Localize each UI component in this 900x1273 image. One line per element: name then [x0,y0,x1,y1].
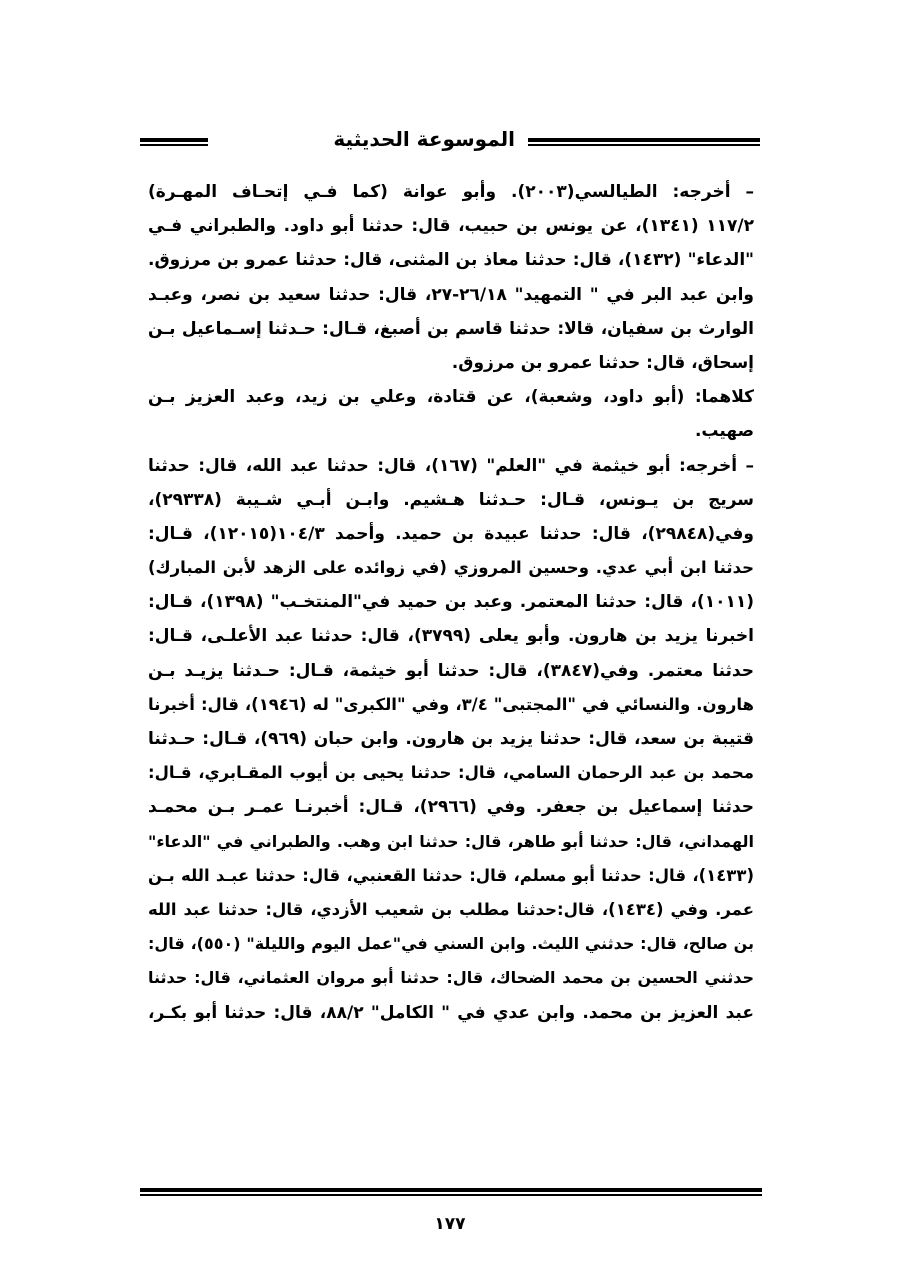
text-line: هارون. والنسائي في "المجتبى" ٣/٤، وفي "الكبرى" له (١٩٤٦)، قال: أخبرنا [148,694,754,714]
text-line: سريج بن يـونس، قـال: حـدثنا هـشيم. وابـن أبـي شـيبة (٢٩٣٣٨)، [148,489,754,510]
text-line: ١١٧/٢ (١٣٤١)، عن يونس بن حبيب، قال: حدثنا أبو داود. والطبراني فـي [148,216,754,237]
text-line: حدثنا معتمر. وفي(٣٨٤٧)، قال: حدثنا أبو خيثمة، قـال: حـدثنا يزيـد بـن [148,660,754,681]
text-line: محمد بن عبد الرحمان السامي، قال: حدثنا يحيى بن أيوب المقـابري، قـال: [148,763,754,783]
text-line: (١٠١١)، قال: حدثنا المعتمر. وعبد بن حميد في"المنتخـب" (١٣٩٨)، قـال: [148,592,754,613]
text-line: – أخرجه: الطيالسي(٢٠٠٣). وأبو عوانة (كما فـي إتحـاف المهـرة) [148,182,754,202]
text-line: اخبرنا يزيد بن هارون. وأبو يعلى (٣٧٩٩)، قال: حدثنا عبد الأعلـى، قـال: [148,626,754,647]
text-line: "الدعاء" (١٤٣٢)، قال: حدثنا معاذ بن المثنى، قال: حدثنا عمرو بن مرزوق. [148,250,754,271]
text-line: قتيبة بن سعد، قال: حدثنا يزيد بن هارون. وابن حبان (٩٦٩)، قـال: حـدثنا [148,729,754,749]
text-line: وابن عبد البر في " التمهيد" ٢٦/١٨-٢٧، قال: حدثنا سعيد بن نصر، وعبـد [148,284,754,305]
page-number: ١٧٧ [434,1214,466,1234]
page-header [140,120,760,164]
text-line: حدثنا إسماعيل بن جعفر. وفي (٢٩٦٦)، قـال: أخبرنـا عمـر بـن محمـد [148,797,754,818]
text-line: بن صالح، قال: حدثني الليث. وابن السني في"عمل اليوم والليلة" (٥٥٠)، قال: [148,934,754,954]
header-rule-left [140,138,208,146]
text-line: عبد العزيز بن محمد. وابن عدي في " الكامل" ٨٨/٢، قال: حدثنا أبو بكـر، [148,1002,754,1023]
text-line: (١٤٣٣)، قال: حدثنا أبو مسلم، قال: حدثنا القعنبي، قال: حدثنا عبـد الله بـن [148,865,754,885]
text-line: حدثني الحسين بن محمد الضحاك، قال: حدثنا أبو مروان العثماني، قال: حدثنا [148,968,754,988]
text-line: كلاهما: (أبو داود، وشعبة)، عن قتادة، وعلي بن زيد، وعبد العزيز بـن [148,387,754,408]
text-line: صهيب. [694,421,754,442]
body-text [148,175,754,1030]
header-rule-right [528,138,760,146]
text-line: – أخرجه: أبو خيثمة في "العلم" (١٦٧)، قال: حدثنا عبد الله، قال: حدثنا [148,455,754,476]
text-line: وفي(٢٩٨٤٨)، قال: حدثنا عبيدة بن حميد. وأحمد ١٠٤/٣(١٢٠١٥)، قـال: [148,523,754,544]
header-title: الموسوعة الحديثية [333,127,515,151]
text-line: عمر. وفي (١٤٣٤)، قال:حدثنا مطلب بن شعيب الأزدي، قال: حدثنا عبد الله [148,899,754,919]
text-line: الوارث بن سفيان، قالا: حدثنا قاسم بن أصبغ، قـال: حـدثنا إسـماعيل بـن [148,318,754,339]
footer-rule [140,1188,762,1196]
text-line: حدثنا ابن أبي عدي. وحسين المروزي (في زوائده على الزهد لأبن المبارك) [148,558,754,578]
text-line: إسحاق، قال: حدثنا عمرو بن مرزوق. [451,352,754,373]
text-line: الهمداني، قال: حدثنا أبو طاهر، قال: حدثنا ابن وهب. والطبراني في "الدعاء" [148,831,754,851]
